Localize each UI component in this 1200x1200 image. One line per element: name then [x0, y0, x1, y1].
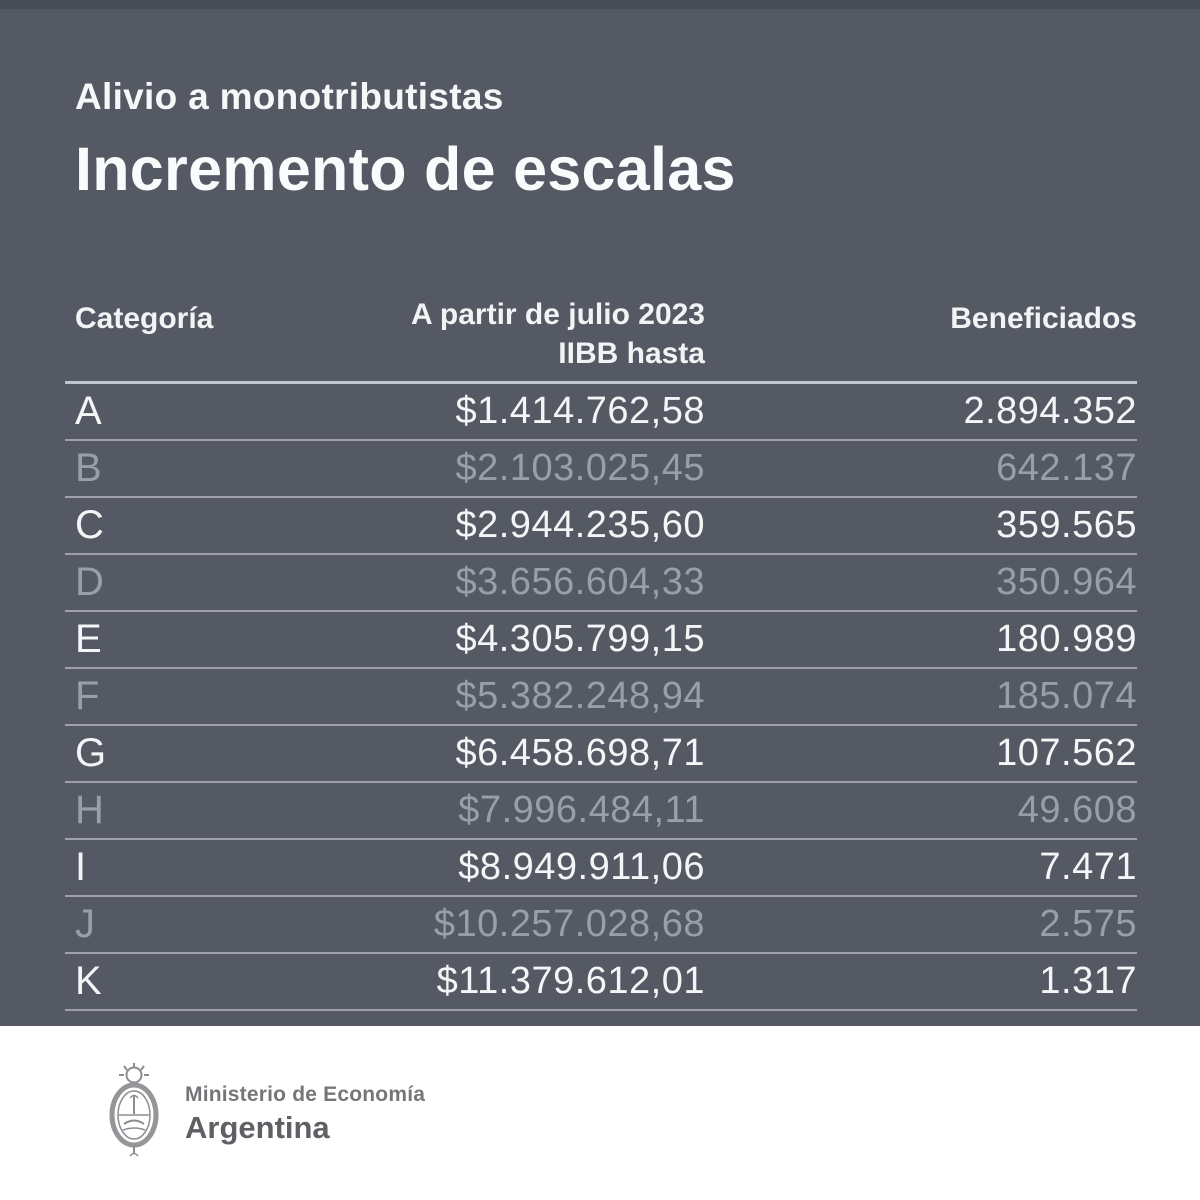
row-iibb-value: $2.944.235,60 [455, 504, 705, 546]
country-label: Argentina [185, 1110, 330, 1145]
row-iibb-value: $8.949.911,06 [458, 846, 705, 888]
table-row [65, 612, 1137, 669]
row-iibb-value: $5.382.248,94 [455, 675, 705, 717]
row-iibb-value: $3.656.604,33 [455, 561, 705, 603]
page-title: Incremento de escalas [75, 135, 736, 203]
row-category: J [75, 902, 95, 946]
ministry-label: Ministerio de Economía [185, 1083, 426, 1106]
title-block [75, 76, 736, 204]
table-row [65, 669, 1137, 726]
row-iibb-value: $6.458.698,71 [455, 732, 705, 774]
row-iibb-value: $7.996.484,11 [458, 789, 705, 831]
table-row [65, 726, 1137, 783]
row-category: C [75, 503, 104, 547]
row-category: G [75, 731, 107, 775]
table-row [65, 897, 1137, 954]
footer-text-block [185, 1083, 425, 1146]
row-category: H [75, 788, 104, 832]
column-header-iibb-line1: A partir de julio 2023 [411, 298, 705, 331]
panel-top-edge [0, 0, 1200, 9]
row-iibb-value: $1.414.762,58 [455, 390, 705, 432]
row-beneficiaries: 180.989 [996, 618, 1137, 660]
column-header-category: Categoría [75, 302, 214, 335]
scales-table [65, 295, 1137, 1011]
table-body [65, 384, 1137, 1011]
column-header-iibb-line2: IIBB hasta [558, 337, 705, 370]
row-beneficiaries: 642.137 [996, 447, 1137, 489]
table-row [65, 840, 1137, 897]
row-beneficiaries: 1.317 [1039, 960, 1137, 1002]
row-beneficiaries: 107.562 [996, 732, 1137, 774]
table-row [65, 555, 1137, 612]
kicker-text: Alivio a monotributistas [75, 76, 504, 117]
row-category: K [75, 959, 102, 1003]
argentina-coat-of-arms-icon [103, 1062, 165, 1167]
row-iibb-value: $4.305.799,15 [455, 618, 705, 660]
table-row [65, 498, 1137, 555]
table-row [65, 441, 1137, 498]
row-category: A [75, 389, 102, 433]
column-header-iibb [195, 295, 705, 373]
row-category: B [75, 446, 102, 490]
row-beneficiaries: 2.575 [1039, 903, 1137, 945]
row-beneficiaries: 7.471 [1039, 846, 1137, 888]
row-category: F [75, 674, 100, 718]
table-row [65, 384, 1137, 441]
column-header-beneficiaries: Beneficiados [950, 302, 1137, 335]
row-iibb-value: $10.257.028,68 [433, 903, 705, 945]
row-beneficiaries: 350.964 [996, 561, 1137, 603]
row-category: I [75, 845, 87, 889]
row-beneficiaries: 49.608 [1017, 789, 1137, 831]
row-beneficiaries: 359.565 [996, 504, 1137, 546]
table-row [65, 783, 1137, 840]
row-beneficiaries: 2.894.352 [963, 390, 1137, 432]
footer [103, 1062, 425, 1167]
row-iibb-value: $2.103.025,45 [455, 447, 705, 489]
row-category: E [75, 617, 102, 661]
row-category: D [75, 560, 104, 604]
table-row [65, 954, 1137, 1011]
table-header-row [65, 295, 1137, 384]
row-beneficiaries: 185.074 [996, 675, 1137, 717]
row-iibb-value: $11.379.612,01 [436, 960, 705, 1002]
